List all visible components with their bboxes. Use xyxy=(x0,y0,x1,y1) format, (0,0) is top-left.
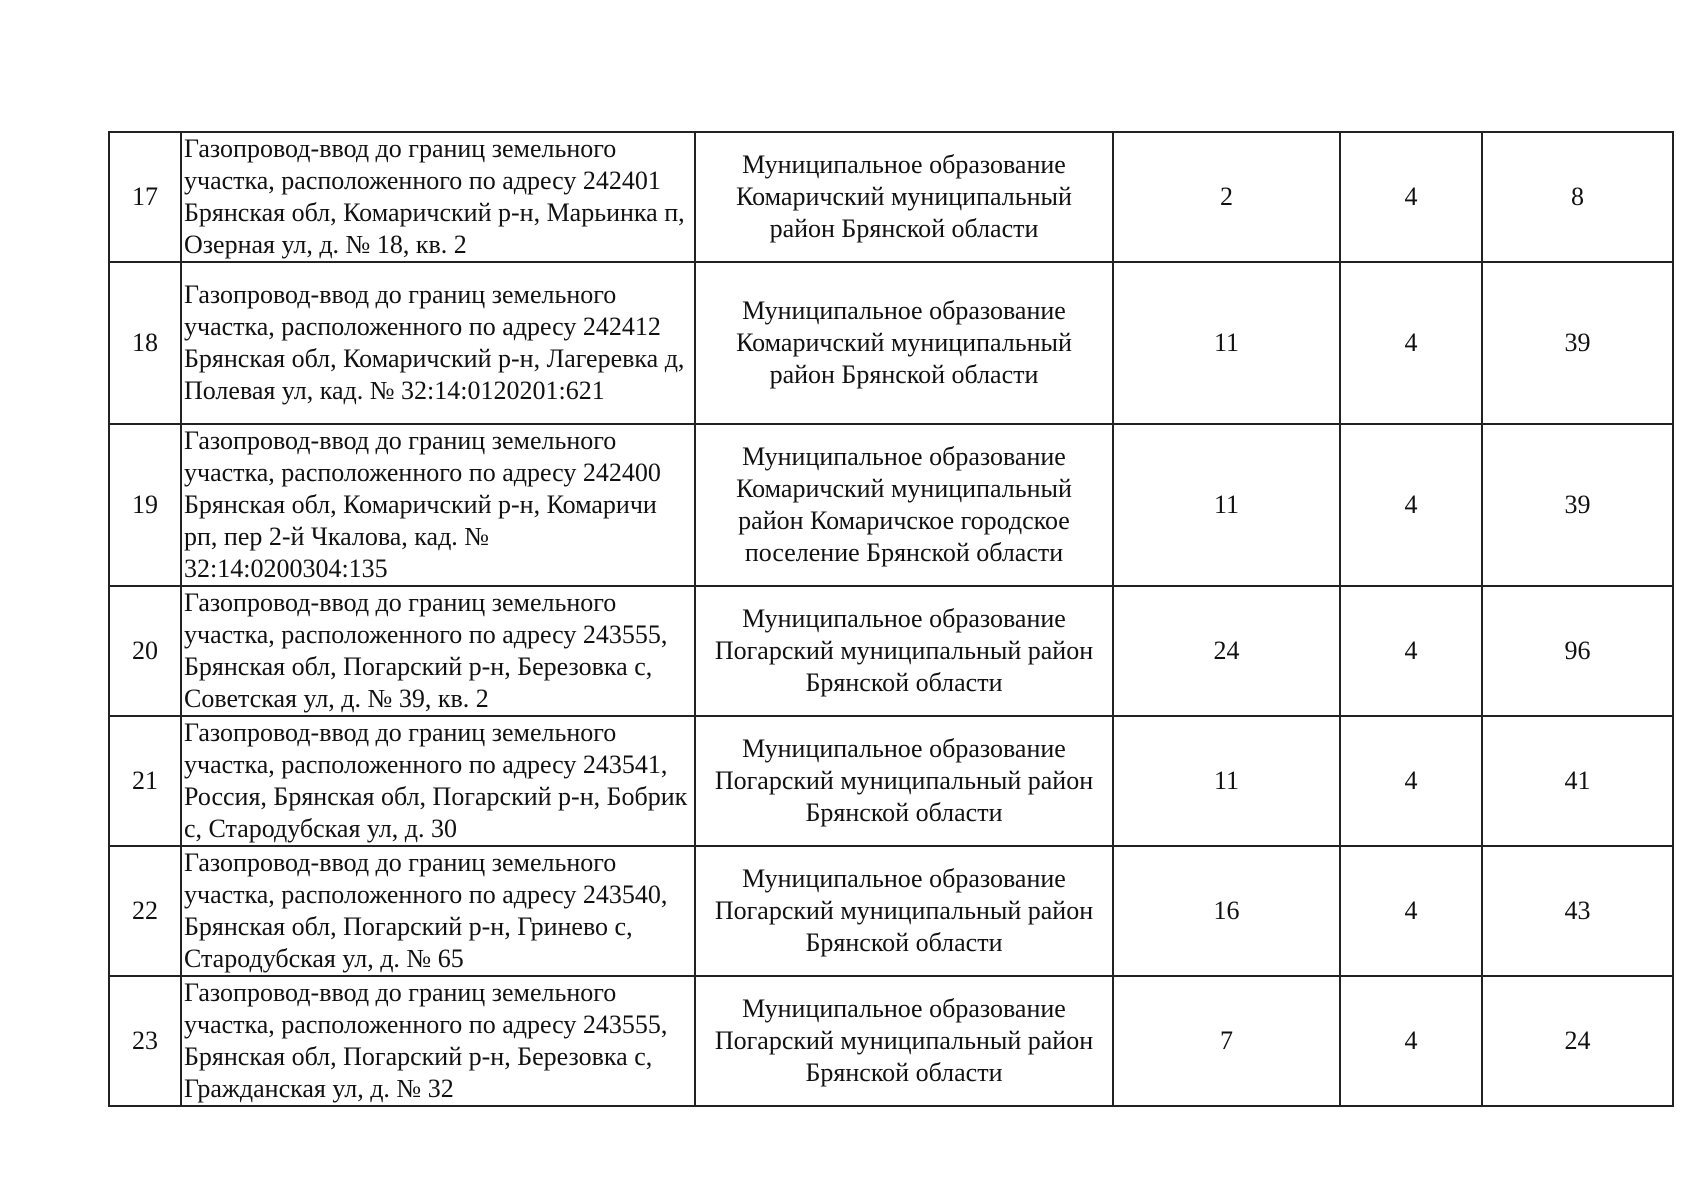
table-row-23 xyxy=(109,976,1673,1106)
row-number-cell: 19 xyxy=(109,424,181,586)
object-description-cell: Газопровод-ввод до границ земельного участка, расположенного по адресу 242400 Брянская обл, Комаричский р-н, Комаричи рп, пер 2-й Чкалова, кад. № 32:14:0200304:135 xyxy=(181,424,695,586)
row-number-cell: 18 xyxy=(109,262,181,424)
owner-cell: Муниципальное образование Комаричский муниципальный район Брянской области xyxy=(695,262,1113,424)
table-row-22 xyxy=(109,846,1673,976)
object-description-cell: Газопровод-ввод до границ земельного участка, расположенного по адресу 243541, Россия, Брянская обл, Погарский р-н, Бобрик с, Стародубская ул, д. 30 xyxy=(181,716,695,846)
row-number-cell: 22 xyxy=(109,846,181,976)
value-cell-3: 41 xyxy=(1482,716,1673,846)
value-cell-3: 39 xyxy=(1482,262,1673,424)
value-cell-1: 24 xyxy=(1113,586,1340,716)
value-cell-2: 4 xyxy=(1340,716,1482,846)
value-cell-1: 2 xyxy=(1113,132,1340,262)
value-cell-3: 24 xyxy=(1482,976,1673,1106)
value-cell-1: 7 xyxy=(1113,976,1340,1106)
row-number-cell: 21 xyxy=(109,716,181,846)
owner-cell: Муниципальное образование Погарский муниципальный район Брянской области xyxy=(695,716,1113,846)
owner-cell: Муниципальное образование Комаричский муниципальный район Брянской области xyxy=(695,132,1113,262)
value-cell-3: 96 xyxy=(1482,586,1673,716)
row-number-cell: 17 xyxy=(109,132,181,262)
row-number-cell: 23 xyxy=(109,976,181,1106)
table-row-19 xyxy=(109,424,1673,586)
value-cell-3: 8 xyxy=(1482,132,1673,262)
row-number-cell: 20 xyxy=(109,586,181,716)
value-cell-1: 11 xyxy=(1113,424,1340,586)
registry-table xyxy=(108,131,1674,1107)
owner-cell: Муниципальное образование Погарский муниципальный район Брянской области xyxy=(695,846,1113,976)
object-description-cell: Газопровод-ввод до границ земельного участка, расположенного по адресу 243555, Брянская обл, Погарский р-н, Березовка с, Гражданская ул, д. № 32 xyxy=(181,976,695,1106)
value-cell-2: 4 xyxy=(1340,262,1482,424)
value-cell-2: 4 xyxy=(1340,586,1482,716)
table-row-21 xyxy=(109,716,1673,846)
registry-table-body xyxy=(109,132,1673,1106)
object-description-cell: Газопровод-ввод до границ земельного участка, расположенного по адресу 242412 Брянская обл, Комаричский р-н, Лагеревка д, Полевая ул, кад. № 32:14:0120201:621 xyxy=(181,262,695,424)
value-cell-2: 4 xyxy=(1340,424,1482,586)
table-row-20 xyxy=(109,586,1673,716)
owner-cell: Муниципальное образование Погарский муниципальный район Брянской области xyxy=(695,586,1113,716)
value-cell-2: 4 xyxy=(1340,846,1482,976)
object-description-cell: Газопровод-ввод до границ земельного участка, расположенного по адресу 242401 Брянская обл, Комаричский р-н, Марьинка п, Озерная ул, д. № 18, кв. 2 xyxy=(181,132,695,262)
value-cell-3: 43 xyxy=(1482,846,1673,976)
value-cell-1: 16 xyxy=(1113,846,1340,976)
value-cell-1: 11 xyxy=(1113,716,1340,846)
owner-cell: Муниципальное образование Погарский муниципальный район Брянской области xyxy=(695,976,1113,1106)
object-description-cell: Газопровод-ввод до границ земельного участка, расположенного по адресу 243540, Брянская обл, Погарский р-н, Гринево с, Стародубская ул, д. № 65 xyxy=(181,846,695,976)
value-cell-1: 11 xyxy=(1113,262,1340,424)
value-cell-3: 39 xyxy=(1482,424,1673,586)
value-cell-2: 4 xyxy=(1340,976,1482,1106)
object-description-cell: Газопровод-ввод до границ земельного участка, расположенного по адресу 243555, Брянская обл, Погарский р-н, Березовка с, Советская ул, д. № 39, кв. 2 xyxy=(181,586,695,716)
value-cell-2: 4 xyxy=(1340,132,1482,262)
table-row-17 xyxy=(109,132,1673,262)
owner-cell: Муниципальное образование Комаричский муниципальный район Комаричское городское поселение Брянской области xyxy=(695,424,1113,586)
table-row-18 xyxy=(109,262,1673,424)
